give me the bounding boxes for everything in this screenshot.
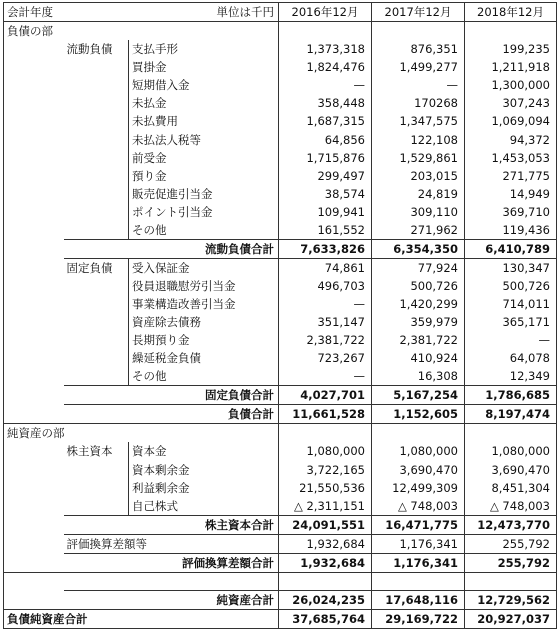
- value-2016: 11,661,528: [279, 405, 372, 424]
- valuation-total-label: 評価換算差額合計: [64, 553, 279, 572]
- current-liabilities-total-label: 流動負債合計: [64, 239, 279, 258]
- value-2016: 24,091,551: [279, 515, 372, 534]
- value-2016: 1,687,315: [279, 112, 372, 130]
- row-label: 預り金: [129, 167, 279, 185]
- value-2017: 5,167,254: [372, 386, 465, 405]
- table-row: [4, 534, 557, 553]
- section-liabilities-title: 負債の部: [4, 22, 129, 41]
- value-2017: 24,819: [372, 185, 465, 203]
- value-2018: 255,792: [465, 553, 557, 572]
- balance-sheet: [3, 2, 556, 629]
- value-2017: 309,110: [372, 203, 465, 221]
- row-label: 販売促進引当金: [129, 185, 279, 203]
- subtotal-row: [4, 553, 557, 572]
- value-2017: 203,015: [372, 167, 465, 185]
- value-2017: 16,308: [372, 367, 465, 386]
- value-2016: 38,574: [279, 185, 372, 203]
- value-2016: △ 2,311,151: [279, 497, 372, 516]
- value-2018: 20,927,037: [465, 609, 557, 628]
- value-2017: 410,924: [372, 349, 465, 367]
- fixed-liabilities-total-label: 固定負債合計: [64, 386, 279, 405]
- table-row: [4, 497, 557, 516]
- value-2017: 12,499,309: [372, 479, 465, 497]
- net-assets-total-label: 純資産合計: [64, 590, 279, 609]
- value-2018: 1,453,053: [465, 149, 557, 167]
- table-row: [4, 367, 557, 386]
- table-row: [4, 461, 557, 479]
- row-label: 長期預り金: [129, 331, 279, 349]
- row-label: 未払費用: [129, 112, 279, 130]
- table-row: [4, 313, 557, 331]
- value-2016: —: [279, 367, 372, 386]
- row-label: 未払金: [129, 94, 279, 112]
- fiscal-year-header: 会計年度: [4, 3, 129, 22]
- value-2016: 1,373,318: [279, 40, 372, 58]
- grand-total-label: 負債純資産合計: [4, 609, 279, 628]
- table-row: [4, 112, 557, 130]
- value-2018: 12,349: [465, 367, 557, 386]
- value-2017: 1,176,341: [372, 534, 465, 553]
- value-2018: 94,372: [465, 130, 557, 148]
- table-row: [4, 203, 557, 221]
- value-2016: —: [279, 295, 372, 313]
- value-2017: 16,471,775: [372, 515, 465, 534]
- value-2016: 3,722,165: [279, 461, 372, 479]
- unit-header: 単位は千円: [129, 3, 279, 22]
- table-row: [4, 221, 557, 240]
- value-2016: 1,932,684: [279, 553, 372, 572]
- group-valuation-adjustments: 評価換算差額等: [64, 534, 279, 553]
- table-row: [4, 130, 557, 148]
- value-2018: 130,347: [465, 258, 557, 277]
- row-label: 買掛金: [129, 58, 279, 76]
- section-net-assets-title: 純資産の部: [4, 424, 129, 443]
- grand-total-row: [4, 609, 557, 628]
- value-2016: 37,685,764: [279, 609, 372, 628]
- value-2017: 170268: [372, 94, 465, 112]
- value-2016: 21,550,536: [279, 479, 372, 497]
- row-label: 受入保証金: [129, 258, 279, 277]
- value-2016: 723,267: [279, 349, 372, 367]
- value-2017: 2,381,722: [372, 331, 465, 349]
- row-label: その他: [129, 221, 279, 240]
- value-2016: 1,932,684: [279, 534, 372, 553]
- value-2016: 74,861: [279, 258, 372, 277]
- group-fixed-liabilities: 固定負債: [64, 258, 129, 277]
- year-header-2016: 2016年12月: [279, 3, 372, 22]
- row-label: 事業構造改善引当金: [129, 295, 279, 313]
- value-2016: 2,381,722: [279, 331, 372, 349]
- section-liabilities-row: [4, 22, 557, 41]
- total-row: [4, 590, 557, 609]
- section-net-assets-row: [4, 424, 557, 443]
- subtotal-row: [4, 515, 557, 534]
- table-row: [4, 40, 557, 58]
- value-2018: —: [465, 331, 557, 349]
- value-2017: 1,499,277: [372, 58, 465, 76]
- row-label: 前受金: [129, 149, 279, 167]
- value-2017: 1,420,299: [372, 295, 465, 313]
- table-row: [4, 94, 557, 112]
- value-2017: 876,351: [372, 40, 465, 58]
- group-current-liabilities: 流動負債: [64, 40, 129, 58]
- value-2017: 1,152,605: [372, 405, 465, 424]
- value-2016: 1,080,000: [279, 442, 372, 460]
- value-2018: 3,690,470: [465, 461, 557, 479]
- value-2018: 8,451,304: [465, 479, 557, 497]
- value-2017: 359,979: [372, 313, 465, 331]
- value-2018: 369,710: [465, 203, 557, 221]
- row-label: 資本金: [129, 442, 279, 460]
- value-2016: 161,552: [279, 221, 372, 240]
- value-2016: 109,941: [279, 203, 372, 221]
- row-label: 資本剰余金: [129, 461, 279, 479]
- table-row: [4, 185, 557, 203]
- table-row: [4, 258, 557, 277]
- value-2017: 1,080,000: [372, 442, 465, 460]
- table-row: [4, 295, 557, 313]
- value-2018: 1,069,094: [465, 112, 557, 130]
- table-row: [4, 331, 557, 349]
- value-2017: 29,169,722: [372, 609, 465, 628]
- row-label: 支払手形: [129, 40, 279, 58]
- value-2018: 12,729,562: [465, 590, 557, 609]
- value-2017: 1,347,575: [372, 112, 465, 130]
- value-2017: 122,108: [372, 130, 465, 148]
- value-2018: 365,171: [465, 313, 557, 331]
- value-2018: 14,949: [465, 185, 557, 203]
- value-2018: 1,080,000: [465, 442, 557, 460]
- value-2018: 8,197,474: [465, 405, 557, 424]
- value-2017: △ 748,003: [372, 497, 465, 516]
- spacer-row: [4, 572, 557, 590]
- value-2018: 1,300,000: [465, 76, 557, 94]
- row-label: ポイント引当金: [129, 203, 279, 221]
- row-label: 自己株式: [129, 497, 279, 516]
- value-2016: 1,715,876: [279, 149, 372, 167]
- value-2016: 299,497: [279, 167, 372, 185]
- value-2018: 714,011: [465, 295, 557, 313]
- year-header-2017: 2017年12月: [372, 3, 465, 22]
- value-2016: 64,856: [279, 130, 372, 148]
- total-row: [4, 405, 557, 424]
- value-2016: 351,147: [279, 313, 372, 331]
- row-label: 繰延税金負債: [129, 349, 279, 367]
- value-2018: 1,211,918: [465, 58, 557, 76]
- value-2017: 500,726: [372, 277, 465, 295]
- value-2018: 199,235: [465, 40, 557, 58]
- value-2018: 64,078: [465, 349, 557, 367]
- year-header-2018: 2018年12月: [465, 3, 557, 22]
- table-row: [4, 149, 557, 167]
- value-2017: 271,962: [372, 221, 465, 240]
- value-2017: 1,176,341: [372, 553, 465, 572]
- subtotal-row: [4, 386, 557, 405]
- value-2018: 271,775: [465, 167, 557, 185]
- header-row: [4, 3, 557, 22]
- value-2018: 255,792: [465, 534, 557, 553]
- row-label: その他: [129, 367, 279, 386]
- value-2016: 7,633,826: [279, 239, 372, 258]
- value-2018: 119,436: [465, 221, 557, 240]
- value-2017: 77,924: [372, 258, 465, 277]
- value-2016: 26,024,235: [279, 590, 372, 609]
- row-label: 未払法人税等: [129, 130, 279, 148]
- row-label: 短期借入金: [129, 76, 279, 94]
- table-row: [4, 479, 557, 497]
- value-2016: 358,448: [279, 94, 372, 112]
- table-row: [4, 442, 557, 460]
- row-label: 資産除去債務: [129, 313, 279, 331]
- subtotal-row: [4, 239, 557, 258]
- value-2018: 12,473,770: [465, 515, 557, 534]
- row-label: 役員退職慰労引当金: [129, 277, 279, 295]
- value-2018: △ 748,003: [465, 497, 557, 516]
- balance-sheet-table: [3, 2, 557, 629]
- table-row: [4, 277, 557, 295]
- value-2016: 1,824,476: [279, 58, 372, 76]
- value-2017: 6,354,350: [372, 239, 465, 258]
- value-2017: 3,690,470: [372, 461, 465, 479]
- group-shareholders-equity: 株主資本: [64, 442, 129, 460]
- value-2017: —: [372, 76, 465, 94]
- shareholders-equity-total-label: 株主資本合計: [64, 515, 279, 534]
- value-2016: 496,703: [279, 277, 372, 295]
- value-2018: 1,786,685: [465, 386, 557, 405]
- value-2018: 500,726: [465, 277, 557, 295]
- value-2018: 6,410,789: [465, 239, 557, 258]
- liabilities-total-label: 負債合計: [64, 405, 279, 424]
- value-2016: 4,027,701: [279, 386, 372, 405]
- value-2017: 1,529,861: [372, 149, 465, 167]
- table-row: [4, 349, 557, 367]
- value-2016: —: [279, 76, 372, 94]
- row-label: 利益剰余金: [129, 479, 279, 497]
- table-row: [4, 58, 557, 76]
- value-2018: 307,243: [465, 94, 557, 112]
- table-row: [4, 76, 557, 94]
- value-2017: 17,648,116: [372, 590, 465, 609]
- table-row: [4, 167, 557, 185]
